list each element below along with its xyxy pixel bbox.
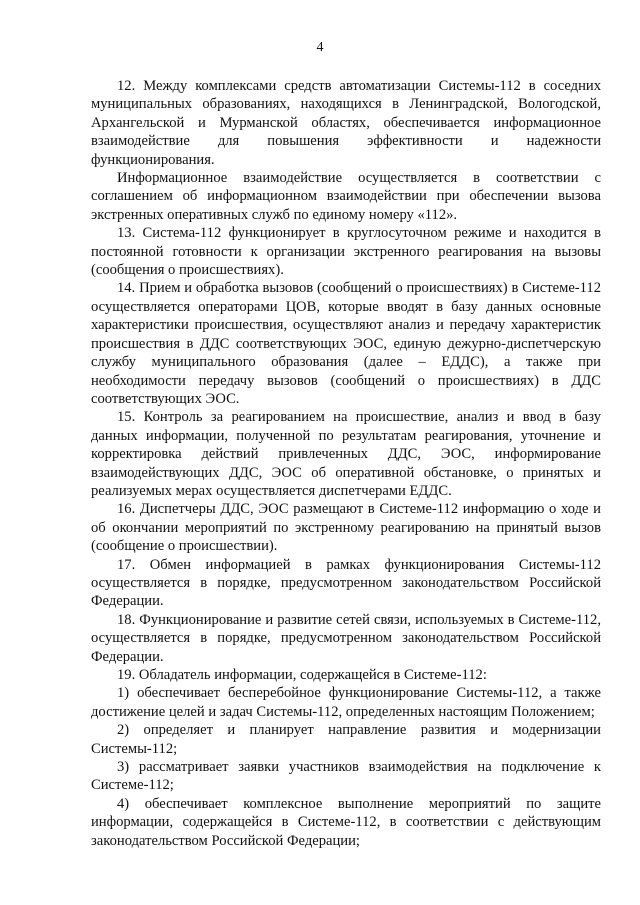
paragraph-17: 17. Обмен информацией в рамках функционирования Системы-112 осуществляется в порядке, предусмотренном законодательством Российской Федерации. bbox=[91, 556, 601, 610]
paragraph-14: 14. Прием и обработка вызовов (сообщений о происшествиях) в Системе-112 осуществляется операторами ЦОВ, которые вводят в базу данных основные характеристики происшествия, осуществляют анализ и передачу характеристик происшествия в ДДС соответствующих ЭОС, единую дежурно-диспетчерскую службу муниципального образования (далее – ЕДДС), а также при необходимости передачу вызовов (сообщений о происшествиях) в ДДС соответствующих ЭОС. bbox=[91, 280, 601, 407]
paragraph-18: 18. Функционирование и развитие сетей связи, используемых в Системе-112, осуществляется в порядке, предусмотренном законодательством Российской Федерации. bbox=[91, 611, 601, 665]
paragraph-15: 15. Контроль за реагированием на происшествие, анализ и ввод в базу данных информации, полученной по результатам реагирования, уточнение и корректировка действий привлеченных ДДС, ЭОС, информирование взаимодействующих ДДС, ЭОС об оперативной обстановке, о принятых и реализуемых мерах осуществляется диспетчерами ЕДДС. bbox=[91, 409, 601, 499]
list-item-3: 3) рассматривает заявки участников взаимодействия на подключение к Системе-112; bbox=[91, 759, 601, 794]
page-number: 4 bbox=[316, 40, 324, 55]
paragraph-13: 13. Система-112 функционирует в круглосуточном режиме и находится в постоянной готовности к организации экстренного реагирования на вызовы (сообщения о происшествиях). bbox=[91, 225, 601, 279]
paragraph-12-interaction: Информационное взаимодействие осуществляется в соответствии с соглашением об информационном взаимодействии при обеспечении вызова экстренных оперативных служб по единому номеру «112». bbox=[91, 170, 601, 223]
list-item-2: 2) определяет и планирует направление развития и модернизации Системы-112; bbox=[91, 722, 601, 757]
paragraph-12: 12. Между комплексами средств автоматизации Системы-112 в соседних муниципальных образованиях, находящихся в Ленинградской, Вологодской, Архангельской и Мурманской областях, обеспечивается информационное взаимодействие для повышения эффективности и надежности функционирования. bbox=[91, 78, 601, 168]
paragraph-16: 16. Диспетчеры ДДС, ЭОС размещают в Системе-112 информацию о ходе и об окончании мероприятий по экстренному реагированию на принятый вызов (сообщение о происшествии). bbox=[91, 501, 601, 555]
document-body bbox=[91, 77, 601, 850]
list-item-4: 4) обеспечивает комплексное выполнение мероприятий по защите информации, содержащейся в Системе-112, в соответствии с действующим законодательством Российской Федерации; bbox=[91, 795, 601, 849]
list-item-1: 1) обеспечивает бесперебойное функционирование Системы-112, а также достижение целей и задач Системы-112, определенных настоящим Положением; bbox=[91, 685, 601, 720]
paragraph-19: 19. Обладатель информации, содержащейся в Системе-112: bbox=[117, 667, 487, 683]
